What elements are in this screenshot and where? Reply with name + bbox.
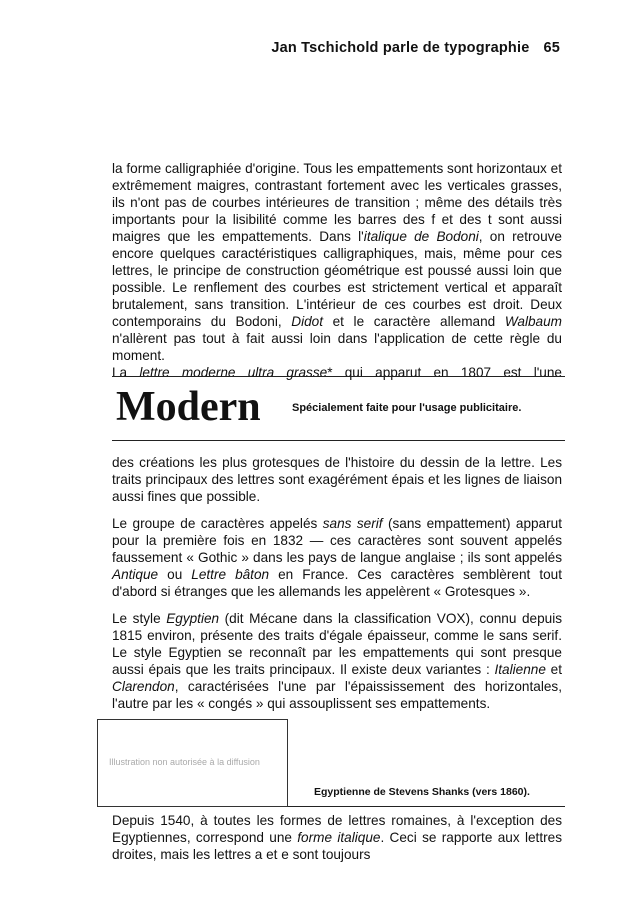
page-number: 65 (543, 40, 560, 56)
paragraph-text: Depuis 1540, à toutes les formes de lettres romaines, à l'exception des Egyptiennes, correspond une forme italique. Ceci se rapporte aux lettres droites, mais les lettres a et e sont toujours (112, 813, 562, 862)
figure-caption: Egyptienne de Stevens Shanks (vers 1860). (314, 786, 530, 798)
placeholder-text: Illustration non autorisée à la diffusion (109, 757, 260, 767)
paragraph-text: des créations les plus grotesques de l'histoire du dessin de la lettre. Les traits principaux des lettres sont exagérément épais et les lignes de liaison aussi fines que possible. (112, 455, 562, 504)
paragraph-sans-serif: Le groupe de caractères appelés sans serif (sans empattement) apparut pour la première fois en 1832 — ces caractères sont souvent appelés faussement « Gothic » dans les pays de langue anglaise ; ils sont appelés Antique ou Lettre bâton en France. Ces caractères semblèrent tout d'abord si étranges que les allemands les appelèrent « Grotesques ». (112, 516, 562, 599)
paragraph-bodoni (112, 160, 562, 381)
specimen-caption: Spécialement faite pour l'usage publicitaire. (292, 402, 522, 414)
illustration-placeholder (97, 719, 288, 807)
rule-top (112, 376, 565, 377)
paragraph-egyptien: Le style Egyptien (dit Mécane dans la classification VOX), connu depuis 1815 environ, présente des traits d'égale épaisseur, comme le sans serif. Le style Egyptien se reconnaît par les empattements qui sont presque aussi épais que les traits principaux. Il existe deux variantes : Italienne et Clarendon, caractérisées l'une par l'épaississement des horizontales, l'autre par les « congés » qui assouplissent ses empattements. (112, 611, 563, 711)
header-title: Jan Tschichold parle de typographie (271, 40, 530, 56)
paragraph-text: La lettre moderne ultra grasse* qui apparut en 1807 est l'une (112, 365, 562, 380)
paragraph-italique (112, 812, 562, 863)
paragraph-grotesque (112, 454, 562, 712)
paragraph-text: la forme calligraphiée d'origine. Tous les empattements sont horizontaux et extrêmement maigres, contrastant fortement avec les verticales grasses, ils n'ont pas de courbes intérieures de transition ; même des détails très importants pour la lisibilité comme les barres des f et des t sont aussi maigres que les empattements. Dans l'italique de Bodoni, on retrouve encore quelques caractéristiques calligraphiques, mais, même pour ces lettres, le principe de construction géométrique est poussé aussi loin que possible. Le renflement des courbes est strictement vertical et apparaît brutalement, sans transition. L'intérieur de ces courbes est droit. Deux contemporains du Bodoni, Didot et le caractère allemand Walbaum n'allèrent pas tout à fait aussi loin dans l'application de cette règle du moment. (112, 161, 562, 363)
rule-bottom (112, 440, 565, 441)
running-header (0, 40, 560, 56)
modern-specimen: Modern (116, 384, 261, 430)
